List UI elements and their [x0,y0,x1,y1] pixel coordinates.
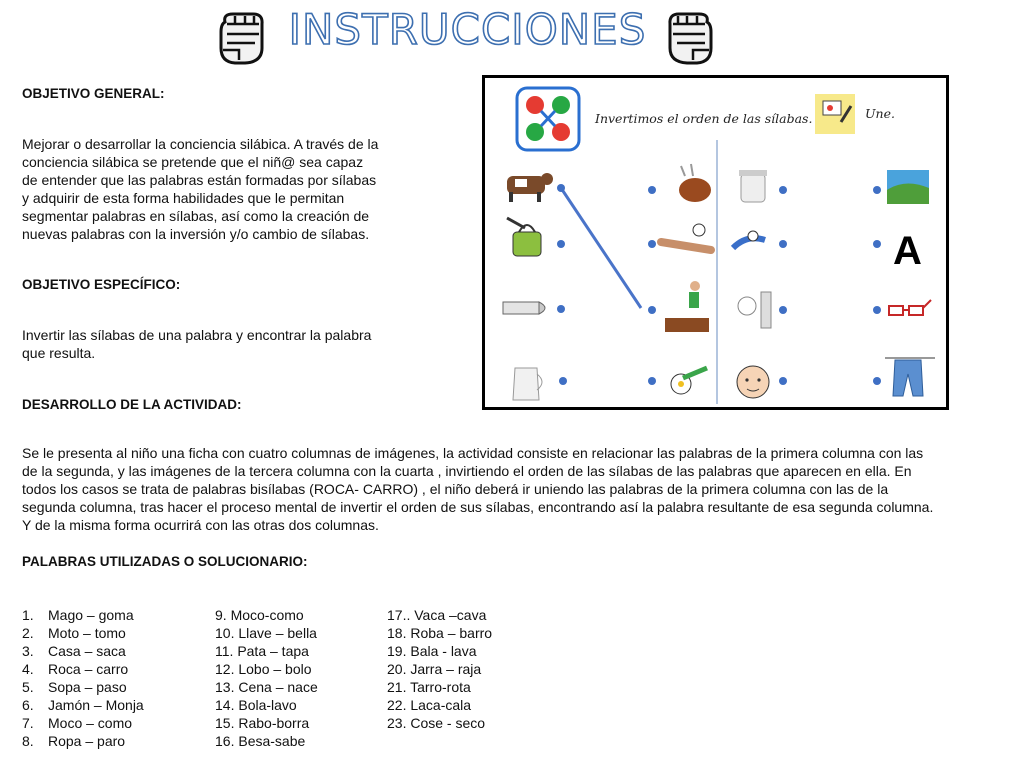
list-item: 16. Besa-sabe [215,733,306,749]
list-item: 12. Lobo – bolo [215,661,312,677]
gardener-icon [665,281,709,332]
list-item: 3. Casa – saca [22,643,126,659]
fist-icon [665,10,717,66]
bag-icon [507,218,541,256]
hands-icon [733,231,765,248]
list-item: 18. Roba – barro [387,625,493,641]
activity-worksheet [482,75,949,410]
bottles-icon [738,292,771,328]
list-item: 19. Bala - lava [387,643,477,659]
list-item: 15. Rabo-borra [215,715,310,731]
list-item: 22. Laca-cala [387,697,472,713]
rock-icon [679,164,711,202]
list-item: 10. Llave – bella [215,625,317,641]
desarrollo-text: Se le presenta al niño una ficha con cuatro columnas de imágenes, la actividad consiste en relacionar las palabras de la primera columna con las de la segunda, y las imágenes de la tercera columna con la cuarta , invirtiendo el orden de las sílabas de las palabras que aparecen en ella. En todos los casos se trata de palabras bisílabas (ROCA- CARRO) , el niño deberá ir uniendo las palabras de la primera columna con las de la segunda columna, tras hacer el proceso mental de invertir el orden de sus sílabas, encontrando así la palabra resultante de esa segunda columna. Y de la misma forma ocurrirá con las otras dos columnas. [22,445,934,533]
list-item: 11. Pata – tapa [215,643,309,659]
pitcher-icon [671,368,707,394]
list-item: 2. Moto – tomo [22,625,126,641]
coast-icon [887,170,929,204]
page-header [215,4,720,66]
list-item: 1. Mago – goma [22,607,134,623]
desarrollo-heading: DESARROLLO DE LA ACTIVIDAD: [22,397,242,412]
list-item: 13. Cena – nace [215,679,318,695]
cow-icon [507,173,553,202]
activity-logo-icon [517,88,579,150]
list-item: 21. Tarro-rota [387,679,471,695]
letter-a-icon: A [893,229,922,273]
list-item: 23. Cose - seco [387,715,486,731]
jeans-icon [885,358,935,396]
jar-icon [739,170,767,202]
list-item: 14. Bola-lavo [215,697,297,713]
palabras-heading: PALABRAS UTILIZADAS O SOLUCIONARIO: [22,554,308,569]
objetivo-general-text: Mejorar o desarrollar la conciencia silábica. A través de la conciencia silábica se pretende que el niñ@ sea capaz de entender que las palabras están formadas por sílabas y adquirir de esta forma habilidades que le permitan segmentar palabras en sílabas, así como la creación de nuevas palabras con la inversión y/o cambio de sílabas. [22,136,379,242]
list-item: 17.. Vaca –cava [387,607,487,623]
solution-list-col-2 [215,606,318,750]
objetivo-especifico-heading: OBJETIVO ESPECÍFICO: [22,277,181,292]
glasses-icon [889,300,931,315]
pencil-icon [815,94,855,134]
list-item: 20. Jarra – raja [387,661,482,677]
list-item: 7. Moco – como [22,715,133,731]
list-item: 4. Roca – carro [22,661,129,677]
solution-list-col-1 [22,606,144,750]
jug-icon [513,368,542,400]
list-item: 8. Ropa – paro [22,733,126,749]
arm-icon [661,224,711,250]
list-item: 5. Sopa – paso [22,679,127,695]
objetivo-especifico-text: Invertir las sílabas de una palabra y encontrar la palabra que resulta. [22,327,372,361]
page-title: INSTRUCCIONES [288,5,647,54]
connection-dots [557,184,881,385]
objetivo-general-heading: OBJETIVO GENERAL: [22,86,165,101]
answer-line [561,188,641,308]
list-item: 9. Moco-como [215,607,304,623]
fist-icon [215,10,267,66]
list-item: 6. Jamón – Monja [22,697,144,713]
solution-list-col-3 [387,606,492,732]
worksheet-action: Une. [865,106,895,121]
worksheet-instruction: Invertimos el orden de las sílabas. [595,111,813,126]
face-icon [737,366,769,398]
bullet-icon [503,302,545,314]
